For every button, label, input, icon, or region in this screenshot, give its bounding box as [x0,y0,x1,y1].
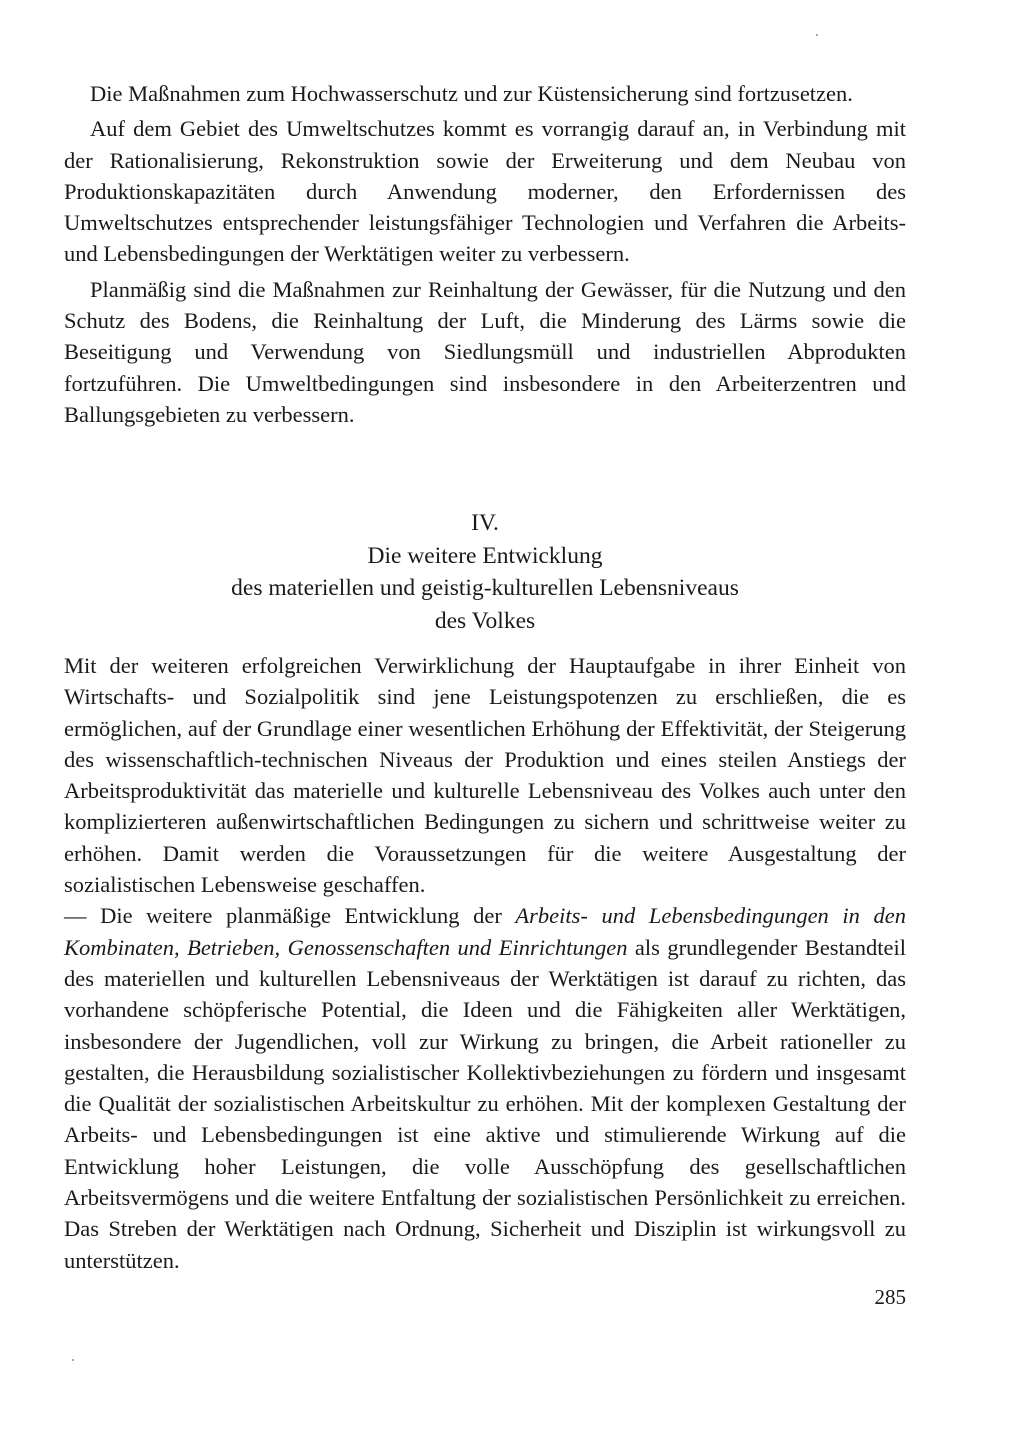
scan-speck [816,34,818,36]
section-title-line-3: des Volkes [434,607,536,634]
item-italic-emphasis: Arbeits- und Lebensbedingungen in den Kombinaten, Betrieben, Genossenschaften und Einrichtungen [64,903,906,960]
top-text-block [64,78,906,430]
section-heading [64,507,906,637]
item-rest: als grundlegender Bestandteil des materiellen und kulturellen Lebensniveaus der Werktätigen ist darauf zu richten, das vorhandene schöpferische Potential, die Ideen und die Fähigkeiten aller Werktätigen, insbesondere der Jugendlichen, voll zur Wirkung zu bringen, die Arbeit rationeller zu gestalten, die Herausbildung sozialistischer Kollektivbeziehungen zu fördern und insgesamt die Qualität der sozialistischen Arbeitskultur zu erhöhen. Mit der komplexen Gestaltung der Arbeits- und Lebensbedingungen ist eine aktive und stimulierende Wirkung auf die Entwicklung hoher Leistungen, die volle Ausschöpfung des gesellschaftlichen Arbeitsvermögens und die weitere Entfaltung der sozialistischen Persönlichkeit zu erreichen. Das Streben der Werktätigen nach Ordnung, Sicherheit und Disziplin ist wirkungsvoll zu unterstützen. [64,934,906,1273]
paragraph-planned-measures: Planmäßig sind die Maßnahmen zur Reinhaltung der Gewässer, für die Nutzung und den Schutz des Bodens, die Reinhaltung der Luft, die Minderung des Lärms sowie die Beseitigung und Verwendung von Siedlungsmüll und industriellen Abprodukten fortzuführen. Die Umweltbedingungen sind insbesondere in den Arbeiterzentren und Ballungsgebieten zu verbessern. [64,276,906,427]
paragraph-environmental-protection: Auf dem Gebiet des Umweltschutzes kommt es vorrangig darauf an, in Verbindung mit der Rationalisierung, Rekonstruktion sowie der Erweiterung und dem Neubau von Produktionskapazitäten durch Anwendung moderner, den Erfordernissen des Umweltschutzes entsprechender leistungsfähiger Technologien und Verfahren die Arbeits- und Lebensbedingungen der Werktätigen weiter zu verbessern. [64,116,906,267]
section-numeral: IV. [471,510,499,536]
paragraph-intro: Mit der weiteren erfolgreichen Verwirklichung der Hauptaufgabe in ihrer Einheit von Wirtschafts- und Sozialpolitik sind jene Leistungspotenzen zu erschließen, die es ermöglichen, auf der Grundlage einer wesentlichen Erhöhung der Effektivität, der Steigerung des wissenschaftlich-technischen Niveaus der Produktion und eines steilen Anstiegs der Arbeitsproduktivität das materielle und kulturelle Lebensniveau des Volkes auch unter den komplizierteren außenwirtschaftlichen Bedingungen zu sichern und schrittweise weiter zu erhöhen. Damit werden die Voraussetzungen für die weitere Ausgestaltung der sozialistischen Lebensweise geschaffen. [64,653,906,898]
section-body [64,650,906,1276]
section-title-line-1: Die weitere Entwicklung [367,542,603,569]
paragraph-working-conditions [64,900,906,1276]
section-title-line-2: des materiellen und geistig-kulturellen Lebensniveaus [231,575,739,601]
page-number: 285 [874,1285,906,1309]
paragraph-flood-protection: Die Maßnahmen zum Hochwasserschutz und zur Küstensicherung sind fortzusetzen. [90,81,853,106]
scan-speck [72,1359,74,1361]
item-prefix: — Die weitere planmäßige Entwicklung der [64,903,516,929]
